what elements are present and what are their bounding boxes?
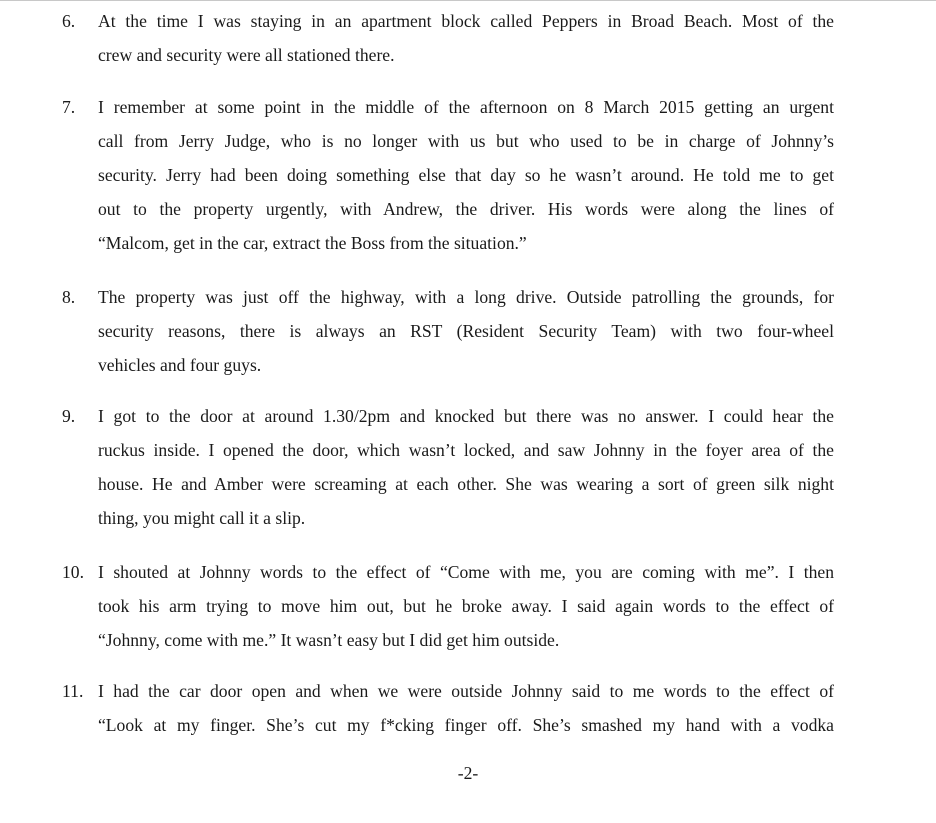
paragraph-line: ruckus inside. I opened the door, which wasn’t locked, and saw Johnny in the foyer area of the <box>98 440 834 460</box>
paragraph-line: “Johnny, come with me.” It wasn’t easy but I did get him outside. <box>98 630 560 650</box>
page-number: -2- <box>457 763 479 783</box>
paragraph-line: security. Jerry had been doing something else that day so he wasn’t around. He told me to get <box>98 165 834 185</box>
paragraph-line: I got to the door at around 1.30/2pm and knocked but there was no answer. I could hear the <box>98 406 834 426</box>
paragraph-number: 8. <box>62 287 76 307</box>
paragraph-number: 6. <box>62 11 76 31</box>
paragraph-line: vehicles and four guys. <box>98 355 262 375</box>
paragraph-line: I shouted at Johnny words to the effect of “Come with me, you are coming with me”. I then <box>98 562 834 582</box>
paragraph-line: I remember at some point in the middle of the afternoon on 8 March 2015 getting an urgent <box>98 97 834 117</box>
paragraph-line: crew and security were all stationed there. <box>98 45 395 65</box>
paragraph-line: security reasons, there is always an RST (Resident Security Team) with two four-wheel <box>98 321 834 341</box>
paragraph-line: I had the car door open and when we were outside Johnny said to me words to the effect of <box>98 681 834 701</box>
paragraph-line: “Malcom, get in the car, extract the Boss from the situation.” <box>98 233 527 253</box>
paragraph-number: 10. <box>62 562 84 582</box>
paragraph-number: 11. <box>62 681 84 701</box>
paragraph-line: thing, you might call it a slip. <box>98 508 306 528</box>
paragraph-number: 7. <box>62 97 76 117</box>
paragraph-line: “Look at my finger. She’s cut my f*cking finger off. She’s smashed my hand with a vodka <box>98 715 834 735</box>
paragraph-line: house. He and Amber were screaming at each other. She was wearing a sort of green silk night <box>98 474 834 494</box>
paragraph-line: The property was just off the highway, with a long drive. Outside patrolling the grounds, for <box>98 287 834 307</box>
paragraph-number: 9. <box>62 406 76 426</box>
paragraph-line: call from Jerry Judge, who is no longer with us but who used to be in charge of Johnny’s <box>98 131 834 151</box>
paragraph-line: took his arm trying to move him out, but he broke away. I said again words to the effect of <box>98 596 834 616</box>
top-rule <box>0 0 936 1</box>
paragraph-line: out to the property urgently, with Andrew, the driver. His words were along the lines of <box>98 199 834 219</box>
paragraph-line: At the time I was staying in an apartment block called Peppers in Broad Beach. Most of the <box>98 11 834 31</box>
